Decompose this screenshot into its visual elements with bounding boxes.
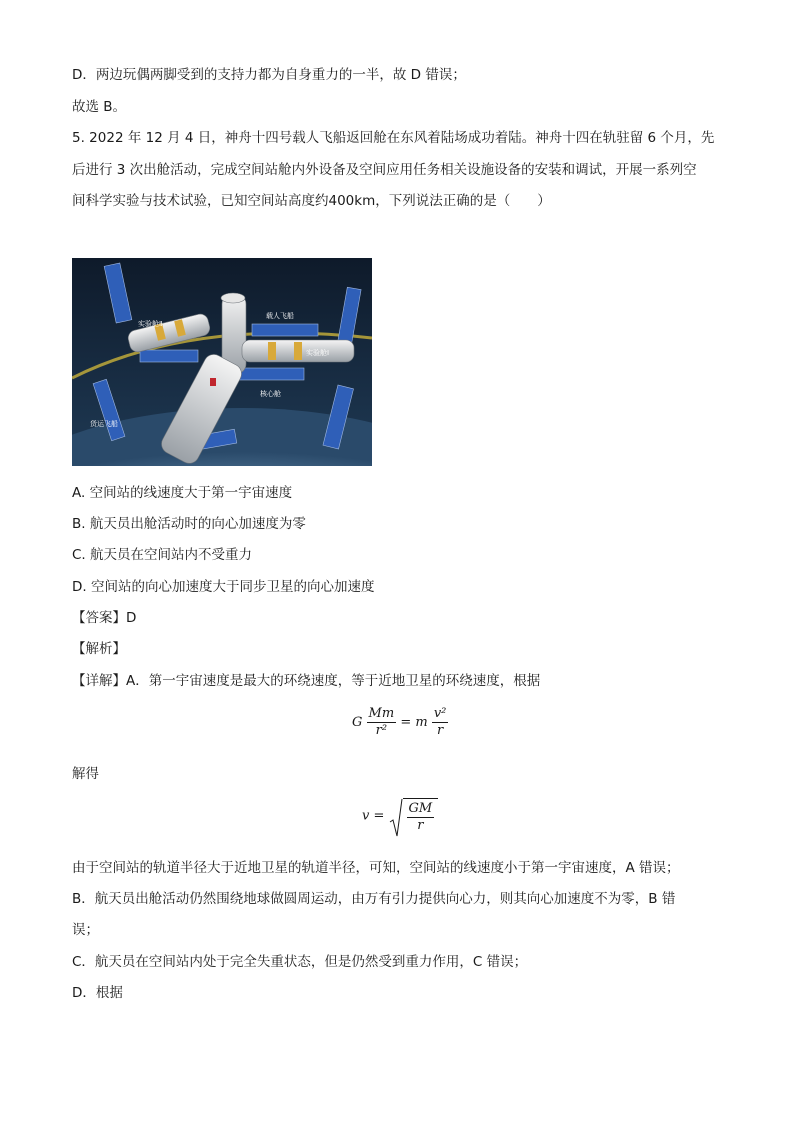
previous-answer-choice: 故选 B。 bbox=[72, 99, 127, 115]
detail-option-b-line-1: B．航天员出舱活动仍然围绕地球做圆周运动，由万有引力提供向心力，则其向心加速度不为零，B 错 bbox=[72, 891, 676, 907]
formula-symbol-v: v bbox=[362, 808, 370, 824]
formula-symbol-g: G bbox=[352, 715, 363, 730]
label-lab-module-1: 实验舱Ⅰ bbox=[306, 349, 330, 357]
label-core-module: 核心舱 bbox=[260, 390, 281, 398]
formula-numerator-gm: GM bbox=[408, 801, 433, 816]
detail-option-d: D．根据 bbox=[72, 985, 123, 1001]
square-root bbox=[389, 798, 439, 834]
formula-equals: = bbox=[400, 715, 412, 730]
detail-option-b-line-2: 误； bbox=[72, 922, 99, 938]
conclusion-option-a: 由于空间站的轨道半径大于近地卫星的轨道半径，可知，空间站的线速度小于第一宇宙速度，A 错误； bbox=[72, 860, 680, 876]
solve-label: 解得 bbox=[72, 766, 99, 782]
option-b: B. 航天员出舱活动时的向心加速度为零 bbox=[72, 516, 306, 532]
formula-fraction-v2-r bbox=[432, 706, 449, 739]
option-d: D. 空间站的向心加速度大于同步卫星的向心加速度 bbox=[72, 579, 375, 595]
label-cargo-ship: 货运飞船 bbox=[90, 420, 118, 428]
formula-fraction-gm-r bbox=[407, 801, 435, 834]
formula-symbol-m: m bbox=[415, 715, 428, 730]
label-lab-module-2: 实验舱Ⅱ bbox=[138, 320, 163, 328]
formula-equals-2: = bbox=[373, 808, 385, 824]
formula-denominator-r: r bbox=[437, 723, 444, 738]
formula-numerator-mm: Mm bbox=[368, 706, 395, 721]
space-station-illustration bbox=[72, 258, 372, 466]
question-5-line-1: 5. 2022 年 12 月 4 日，神舟十四号载人飞船返回舱在东风着陆场成功着陆。神舟十四在轨驻留 6 个月，先 bbox=[72, 130, 715, 146]
option-c: C. 航天员在空间站内不受重力 bbox=[72, 547, 253, 563]
label-crew-ship: 载人飞船 bbox=[266, 312, 294, 320]
detail-option-a: 【详解】A．第一宇宙速度是最大的环绕速度，等于近地卫星的环绕速度，根据 bbox=[72, 673, 541, 689]
option-a: A. 空间站的线速度大于第一宇宙速度 bbox=[72, 485, 293, 501]
detail-option-c: C．航天员在空间站内处于完全失重状态，但是仍然受到重力作用，C 错误； bbox=[72, 954, 528, 970]
gravitation-formula bbox=[352, 706, 448, 739]
analysis-label: 【解析】 bbox=[72, 641, 126, 657]
formula-fraction-mm-r2 bbox=[367, 706, 397, 739]
question-5-line-3: 间科学实验与技术试验，已知空间站高度约400km，下列说法正确的是（ ） bbox=[72, 193, 551, 209]
answer: 【答案】D bbox=[72, 610, 137, 626]
previous-option-d-explanation: D．两边玩偶两脚受到的支持力都为自身重力的一半，故 D 错误； bbox=[72, 67, 466, 83]
space-station-figure bbox=[72, 258, 372, 466]
radical-sign-icon bbox=[389, 798, 403, 838]
question-5-line-2: 后进行 3 次出舱活动，完成空间站舱内外设备及空间应用任务相关设施设备的安装和调试，开展一系列空 bbox=[72, 162, 697, 178]
formula-numerator-v2: v² bbox=[433, 706, 447, 721]
formula-denominator-r2: r² bbox=[375, 723, 388, 738]
velocity-formula bbox=[362, 798, 438, 834]
formula-denominator-r-2: r bbox=[417, 818, 424, 833]
